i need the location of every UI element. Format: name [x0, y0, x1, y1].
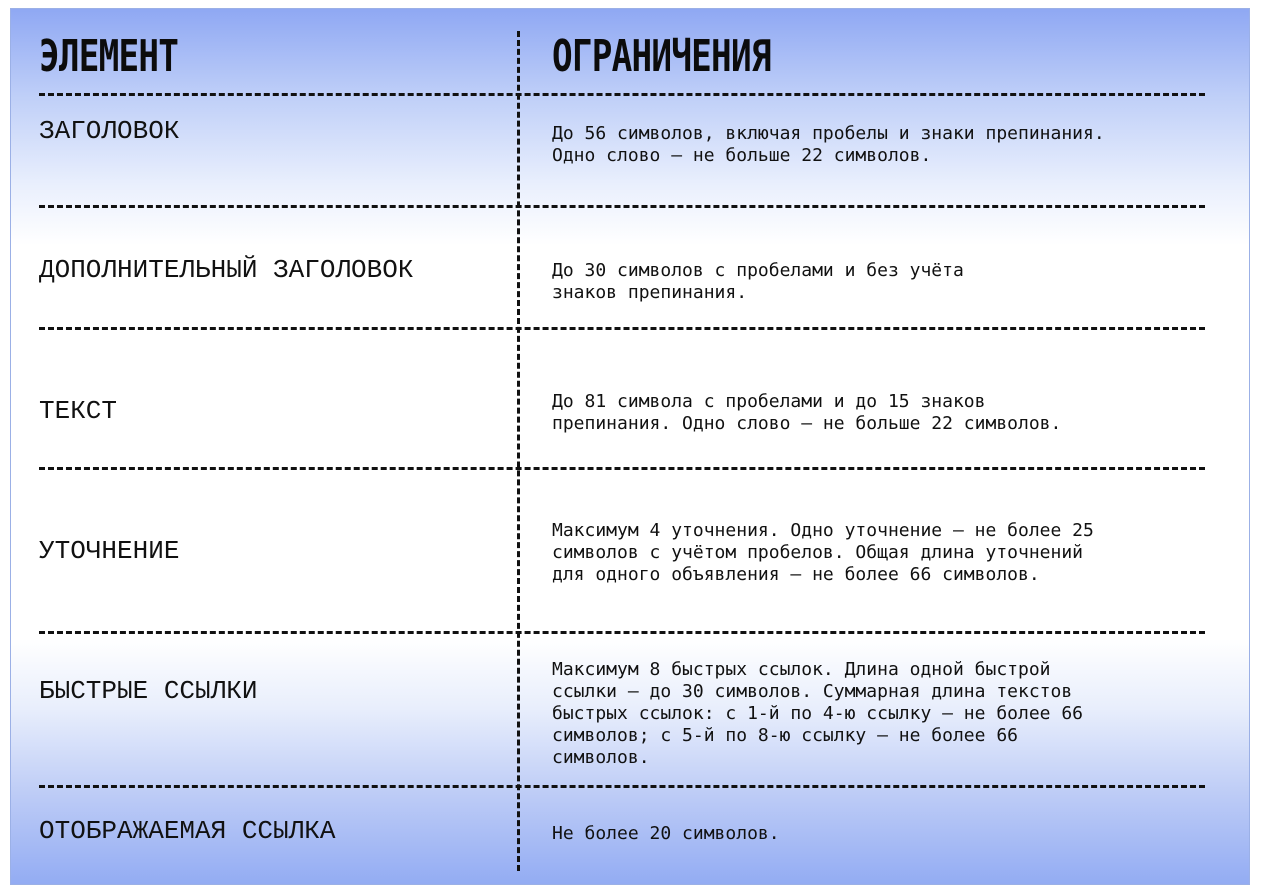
row-limit-display-link: Не более 20 символов.	[552, 823, 780, 844]
row-divider	[39, 631, 1205, 634]
limits-table	[10, 8, 1250, 885]
row-divider	[39, 785, 1205, 788]
row-limit-text: До 81 символа с пробелами и до 15 знаков препинания. Одно слово — не больше 22 символов.	[552, 391, 1062, 434]
row-limit-title: До 56 символов, включая пробелы и знаки препинания. Одно слово — не больше 22 символов.	[552, 123, 1105, 166]
row-element-text: ТЕКСТ	[39, 396, 118, 426]
row-limit-clarification: Максимум 4 уточнения. Одно уточнение — не более 25 символов с учётом пробелов. Общая длина уточнений для одного объявления — не более 66 символов.	[552, 520, 1094, 585]
row-divider	[39, 467, 1205, 470]
row-divider	[39, 205, 1205, 208]
column-divider	[517, 31, 520, 871]
row-element-extra-title: ДОПОЛНИТЕЛЬНЫЙ ЗАГОЛОВОК	[39, 255, 414, 285]
row-limit-quick-links: Максимум 8 быстрых ссылок. Длина одной быстрой ссылки — до 30 символов. Суммарная длина текстов быстрых ссылок: с 1-й по 4-ю ссылку — не более 66 символов; с 5-й по 8-ю ссылку — не более 66 символов.	[552, 659, 1084, 768]
header-limits: ОГРАНИЧЕНИЯ	[552, 31, 771, 82]
row-divider	[39, 327, 1205, 330]
row-limit-extra-title: До 30 символов с пробелами и без учёта знаков препинания.	[552, 260, 964, 303]
row-element-quick-links: БЫСТРЫЕ ССЫЛКИ	[39, 676, 258, 706]
row-element-display-link: ОТОБРАЖАЕМАЯ ССЫЛКА	[39, 816, 336, 846]
row-element-title: ЗАГОЛОВОК	[39, 116, 180, 146]
header-element: ЭЛЕМЕНТ	[39, 31, 179, 82]
row-element-clarification: УТОЧНЕНИЕ	[39, 536, 180, 566]
row-divider	[39, 93, 1205, 96]
